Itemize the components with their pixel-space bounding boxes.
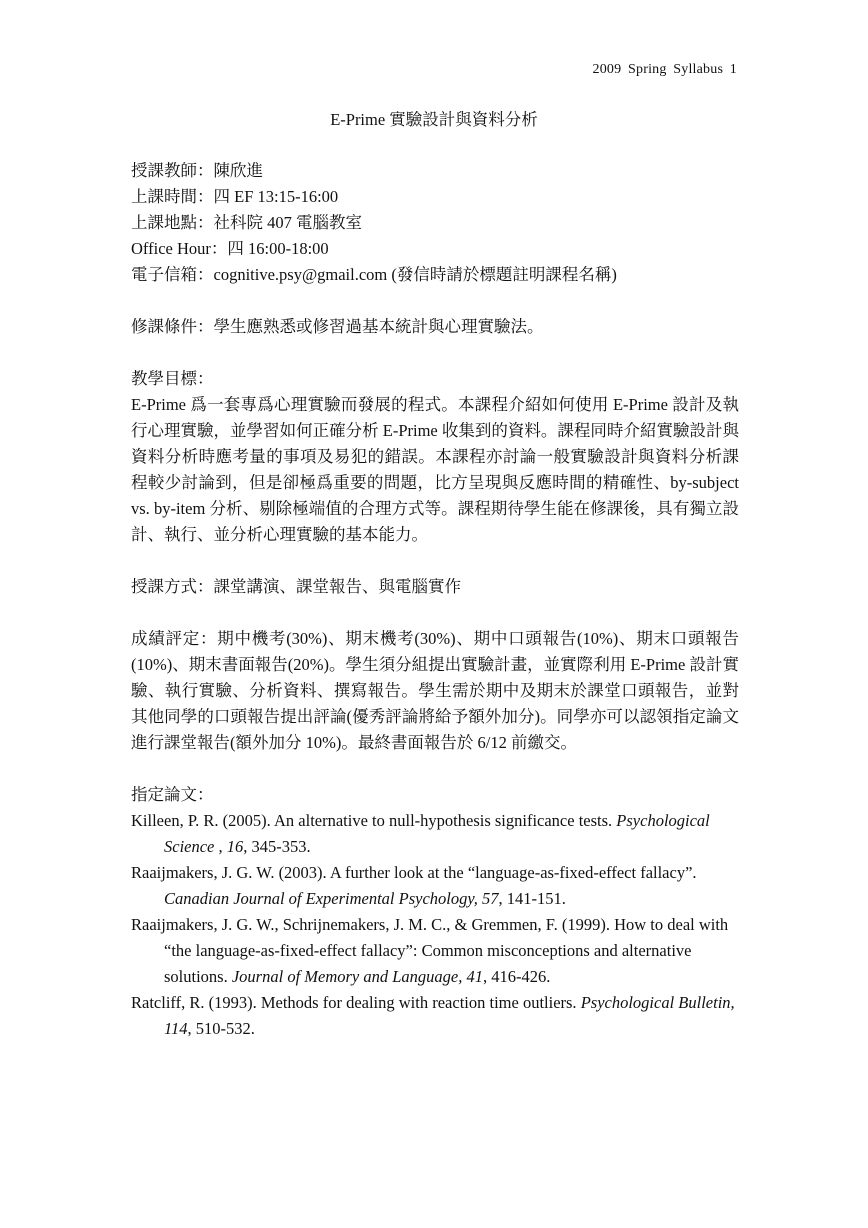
course-info <box>131 158 739 288</box>
document-title: E-Prime 實驗設計與資料分析 <box>330 110 538 129</box>
reference-text: Raaijmakers, J. G. W. (2003). A further look at the “language-as-fixed-effect fallacy”. <box>131 863 697 882</box>
objectives-section <box>131 366 739 548</box>
prerequisite-line: 修課條件：學生應熟悉或修習過基本統計與心理實驗法。 <box>131 317 544 336</box>
document-body <box>131 158 739 1042</box>
class-time-line: 上課時間：四 EF 13:15-16:00 <box>131 187 339 206</box>
readings-section <box>131 782 739 1042</box>
email-line: 電子信箱：cognitive.psy@gmail.com (發信時請於標題註明課程名稱) <box>131 265 617 284</box>
office-hour-line: Office Hour：四 16:00-18:00 <box>131 239 329 258</box>
reference-journal: Journal of Memory and Language, 41 <box>231 967 484 986</box>
reference-text: Ratcliff, R. (1993). Methods for dealing with reaction time outliers. <box>131 993 581 1012</box>
reference-journal: Psychological Science , 16 <box>164 811 710 856</box>
instructor-line: 授課教師：陳欣進 <box>131 161 263 180</box>
reference-text: Killeen, P. R. (2005). An alternative to null-hypothesis significance tests. <box>131 811 617 830</box>
reference-pages: , 141-151. <box>498 889 566 908</box>
reference-journal: Psychological Bulletin, 114 <box>164 993 735 1038</box>
readings-heading: 指定論文： <box>131 785 214 804</box>
reference-text: Raaijmakers, J. G. W., Schrijnemakers, J. M. C., & Gremmen, F. (1999). How to deal with “the language-as-fixed-effect fallacy”: Common misconceptions and alternative solutions. <box>131 915 729 986</box>
reference-item <box>131 808 739 860</box>
reference-journal: Canadian Journal of Experimental Psychology, 57 <box>164 889 499 908</box>
class-location-line: 上課地點：社科院 407 電腦教室 <box>131 213 362 232</box>
reference-pages: , 416-426. <box>483 967 551 986</box>
reference-item <box>131 860 739 912</box>
grading-paragraph: 成績評定：期中機考(30%)、期末機考(30%)、期中口頭報告(10%)、期末口頭報告(10%)、期末書面報告(20%)。學生須分組提出實驗計畫，並實際利用 E-Prime 設計實驗、執行實驗、分析資料、撰寫報告。學生需於期中及期末於課堂口頭報告，並對其他同學的口頭報告提出評論(優秀評論將給予額外加分)。同學亦可以認領指定論文進行課堂報告(額外加分 10%)。最終書面報告於 6/12 前繳交。 <box>131 629 739 752</box>
teaching-methods-line: 授課方式：課堂講演、課堂報告、與電腦實作 <box>131 577 461 596</box>
objectives-heading: 教學目標： <box>131 369 214 388</box>
reference-item <box>131 912 739 990</box>
reference-pages: , 345-353. <box>243 837 311 856</box>
reference-item <box>131 990 739 1042</box>
running-header: 2009 Spring Syllabus 1 <box>592 62 737 77</box>
reference-pages: , 510-532. <box>187 1019 255 1038</box>
objectives-paragraph: E-Prime 爲一套專爲心理實驗而發展的程式。本課程介紹如何使用 E-Prime 設計及執行心理實驗，並學習如何正確分析 E-Prime 收集到的資料。課程同時介紹實驗設計與資料分析時應考量的事項及易犯的錯誤。本課程亦討論一般實驗設計與資料分析課程較少討論到，但是卻極爲重要的問題，比方呈現與反應時間的精確性、by-subject vs. by-item 分析、剔除極端值的合理方式等。課程期待學生能在修課後，具有獨立設計、執行、並分析心理實驗的基本能力。 <box>131 395 739 544</box>
